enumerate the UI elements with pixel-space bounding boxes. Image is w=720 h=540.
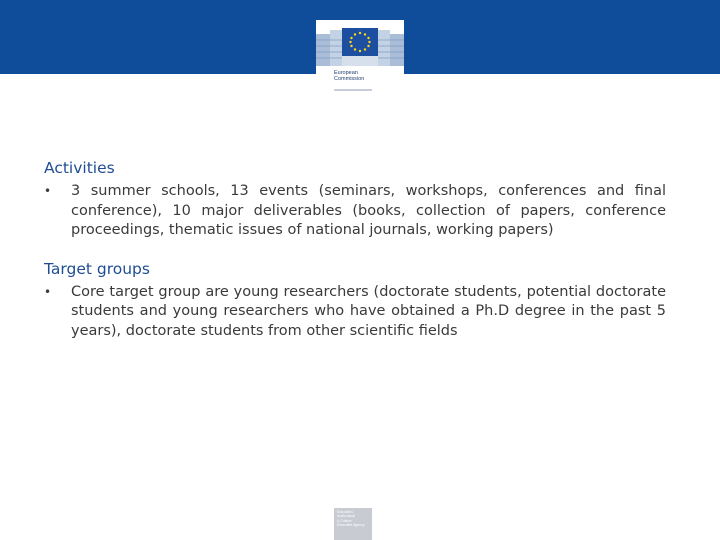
slide-content — [44, 158, 666, 341]
footer-logo-line: Education, — [337, 510, 354, 514]
section-target-groups — [44, 259, 666, 342]
section-activities — [44, 158, 666, 241]
footer-logo-line: Audiovisual — [337, 514, 355, 519]
footer-logo-line: & Culture — [337, 518, 352, 523]
footer-logo-line: Executive Agency — [337, 523, 365, 528]
eacea-logo — [334, 508, 372, 540]
bullet-icon: • — [44, 284, 52, 299]
section-title-activities: Activities — [44, 159, 115, 177]
bullet-item — [44, 182, 666, 241]
section-title-target-groups: Target groups — [44, 259, 150, 278]
bullet-icon: • — [44, 184, 52, 198]
logo-wordmark — [334, 70, 384, 82]
logo-line-1: European — [334, 70, 358, 76]
logo-line-2: Commission — [334, 76, 365, 82]
bullet-text: 3 summer schools, 13 events (seminars, workshops, conferences and final conference), 10 major deliverables (books, collection of papers, conference proceedings, thematic issues of national journals, working papers) — [71, 183, 666, 238]
bullet-text: Core target group are young researchers (doctorate students, potential doctorate students and young researchers who have obtained a Ph.D degree in the past 5 years), doctorate students from other scientific fields — [71, 283, 666, 339]
bullet-item — [44, 283, 666, 342]
european-commission-logo — [316, 20, 404, 92]
